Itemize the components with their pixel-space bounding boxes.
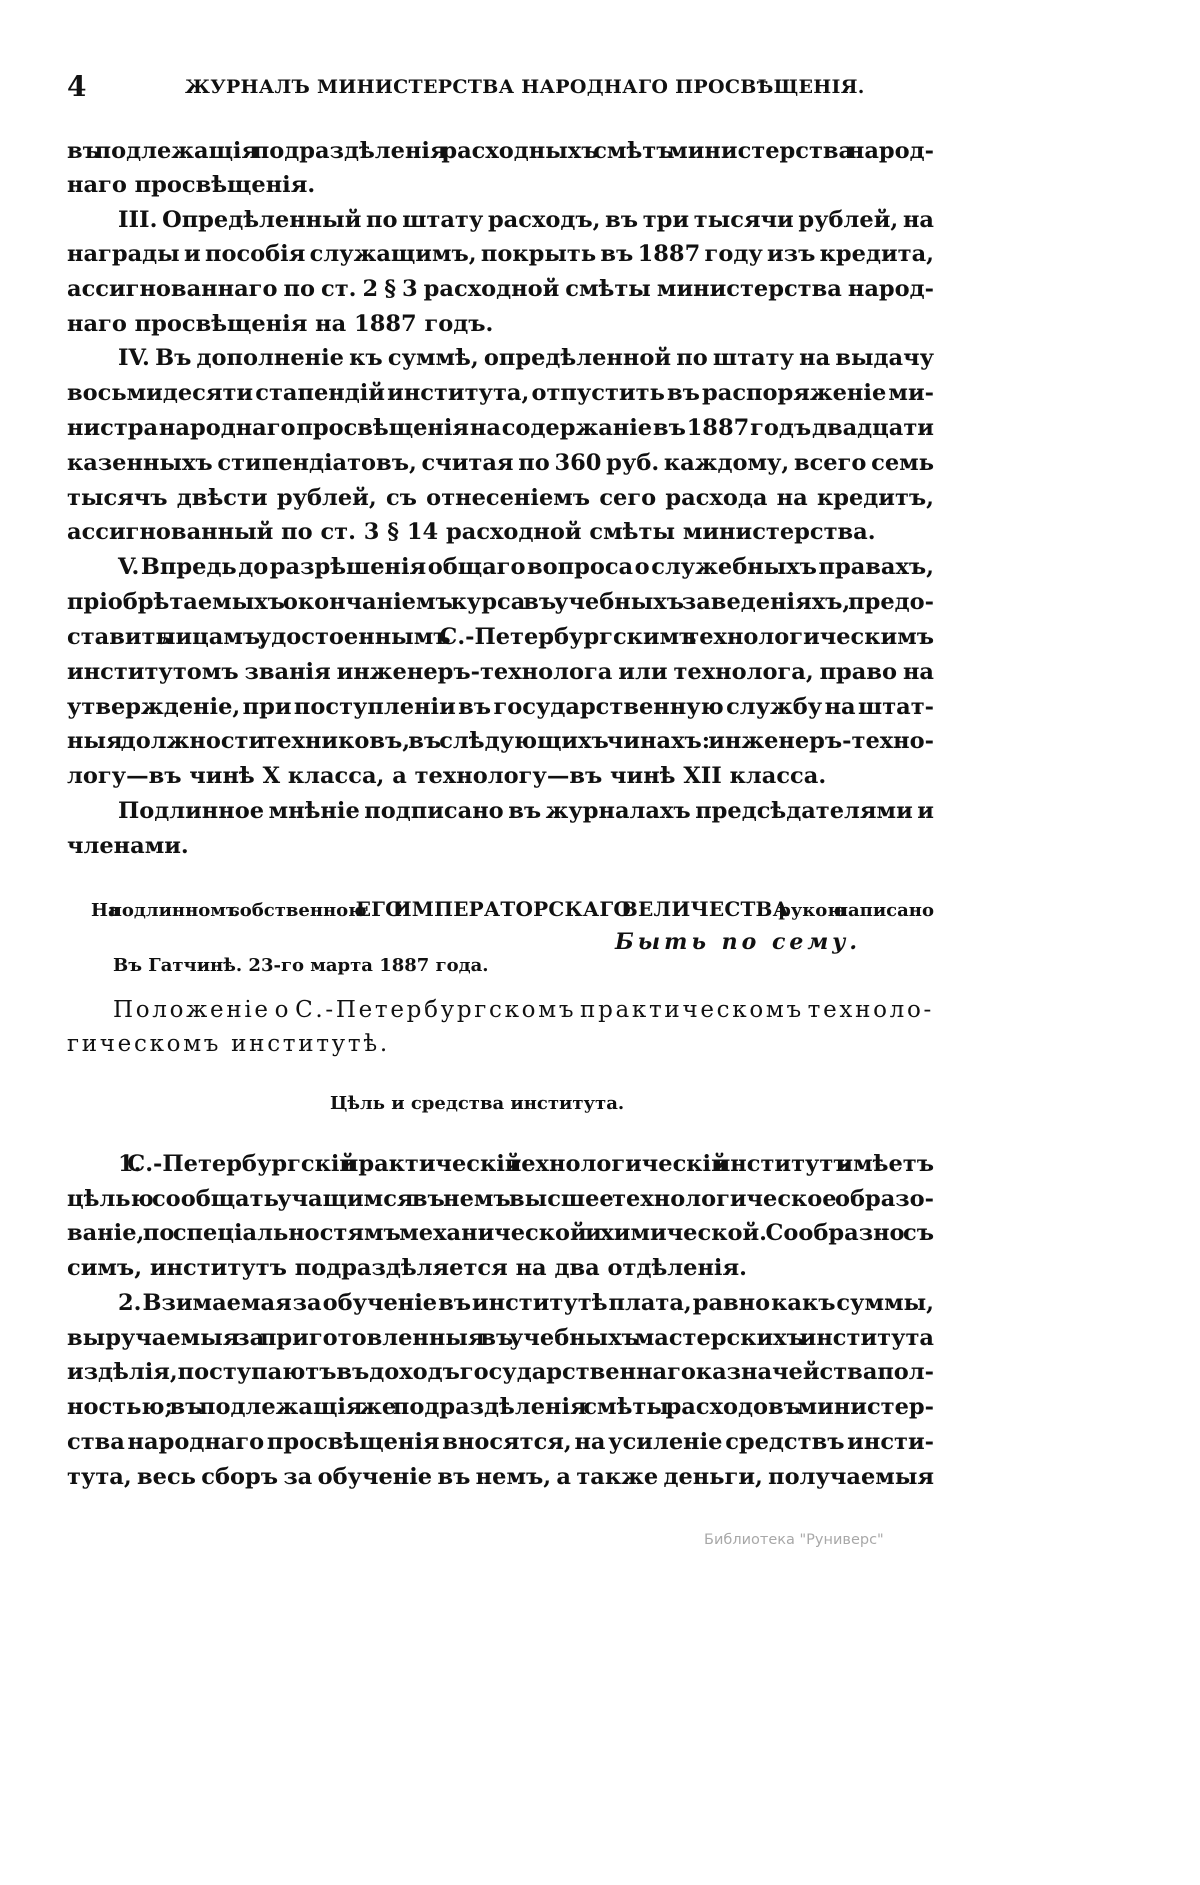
text-line: ваніе, по спеціальностямъ механической и химической. Сообразно съ <box>67 1220 934 1246</box>
signature-place-date: Въ Гатчинѣ. 23-го марта 1887 года. <box>113 955 489 976</box>
text-line: ностью; въ подлежащія же подраздѣленія смѣты расходовъ министер- <box>67 1394 934 1420</box>
paragraph-iii-start: III. Опредѣленный по штату расходъ, въ три тысячи рублей, на <box>118 207 934 233</box>
text-line: наго просвѣщенія. <box>67 172 316 198</box>
text-line: издѣлія, поступаютъ въ доходъ государственнаго казначейства пол- <box>67 1359 934 1385</box>
text-line: симъ, институтъ подраздѣляется на два отдѣленія. <box>67 1255 747 1281</box>
text-line: утвержденіе, при поступленіи въ государственную службу на штат- <box>67 694 934 720</box>
library-watermark: Библиотека "Руниверс" <box>704 1532 884 1548</box>
text-line: награды и пособія служащимъ, покрыть въ 1887 году изъ кредита, <box>67 241 934 267</box>
running-header: ЖУРНАЛЪ МИНИСТЕРСТВА НАРОДНАГО ПРОСВѢЩЕНІЯ. <box>185 76 865 98</box>
page-number: 4 <box>67 70 87 103</box>
text-line: ассигнованный по ст. 3 § 14 расходной смѣты министерства. <box>67 519 876 545</box>
text-line: нистра народнаго просвѣщенія на содержаніе въ 1887 годъ двадцати <box>67 415 934 441</box>
text-line: цѣлью сообщать учащимся въ немъ высшее технологическое образо- <box>67 1186 934 1212</box>
signature-note-prefix: На подлинномъ собственною <box>91 900 356 921</box>
text-line: ства народнаго просвѣщенія вносятся, на усиленіе средствъ инсти- <box>67 1429 934 1455</box>
text-line: ассигнованнаго по ст. 2 § 3 расходной смѣты министерства народ- <box>67 276 934 302</box>
signature-note-caps: ЕГО ИМПЕРАТОРСКАГО ВЕЛИЧЕСТВА <box>355 897 790 921</box>
text-line: членами. <box>67 833 189 859</box>
text-line: ныя должности техниковъ, въ слѣдующихъ чинахъ: инженеръ-техно- <box>67 728 934 754</box>
section-heading: Цѣль и средства института. <box>330 1093 625 1114</box>
document-title-line-2: гическомъ институтѣ. <box>67 1031 390 1057</box>
text-line: институтомъ званія инженеръ-технолога или технолога, право на <box>67 659 934 685</box>
text-line: наго просвѣщенія на 1887 годъ. <box>67 311 494 337</box>
article-1-start: 1. С.-Петербургскій практическій технологическій институтъ имѣетъ <box>118 1151 934 1177</box>
signature-note-suffix: рукою написано <box>789 900 934 921</box>
closing-paragraph-start: Подлинное мнѣніе подписано въ журналахъ предсѣдателями и <box>118 798 934 824</box>
text-line: тута, весь сборъ за обученіе въ немъ, а также деньги, получаемыя <box>67 1464 934 1490</box>
text-line: пріобрѣтаемыхъ окончаніемъ курса въ учебныхъ заведеніяхъ, предо- <box>67 589 934 615</box>
imperial-resolution: Быть по сему. <box>615 929 862 955</box>
text-line: въ подлежащія подраздѣленія расходныхъ смѣтъ министерства народ- <box>67 138 934 164</box>
paragraph-v-start: V. Впредь до разрѣшенія общаго вопроса о служебныхъ правахъ, <box>118 554 934 580</box>
document-title-line-1: Положеніе о С.-Петербургскомъ практическомъ техноло- <box>113 997 934 1023</box>
paragraph-iv-start: IV. Въ дополненіе къ суммѣ, опредѣленной по штату на выдачу <box>118 345 934 371</box>
text-line: выручаемыя за приготовленныя въ учебныхъ мастерскихъ института <box>67 1325 934 1351</box>
signature-note <box>91 897 934 921</box>
text-line: казенныхъ стипендіатовъ, считая по 360 руб. каждому, всего семь <box>67 450 934 476</box>
text-line: восьмидесяти стапендій института, отпустить въ распоряженіе ми- <box>67 380 934 406</box>
text-line: тысячъ двѣсти рублей, съ отнесеніемъ сего расхода на кредитъ, <box>67 485 934 511</box>
article-2-start: 2. Взимаемая за обученіе въ институтѣ плата, равно какъ суммы, <box>118 1290 934 1316</box>
text-line: логу—въ чинѣ X класса, а технологу—въ чинѣ XII класса. <box>67 763 827 789</box>
text-line: ставить лицамъ, удостоеннымъ С.-Петербургскимъ технологическимъ <box>67 624 934 650</box>
